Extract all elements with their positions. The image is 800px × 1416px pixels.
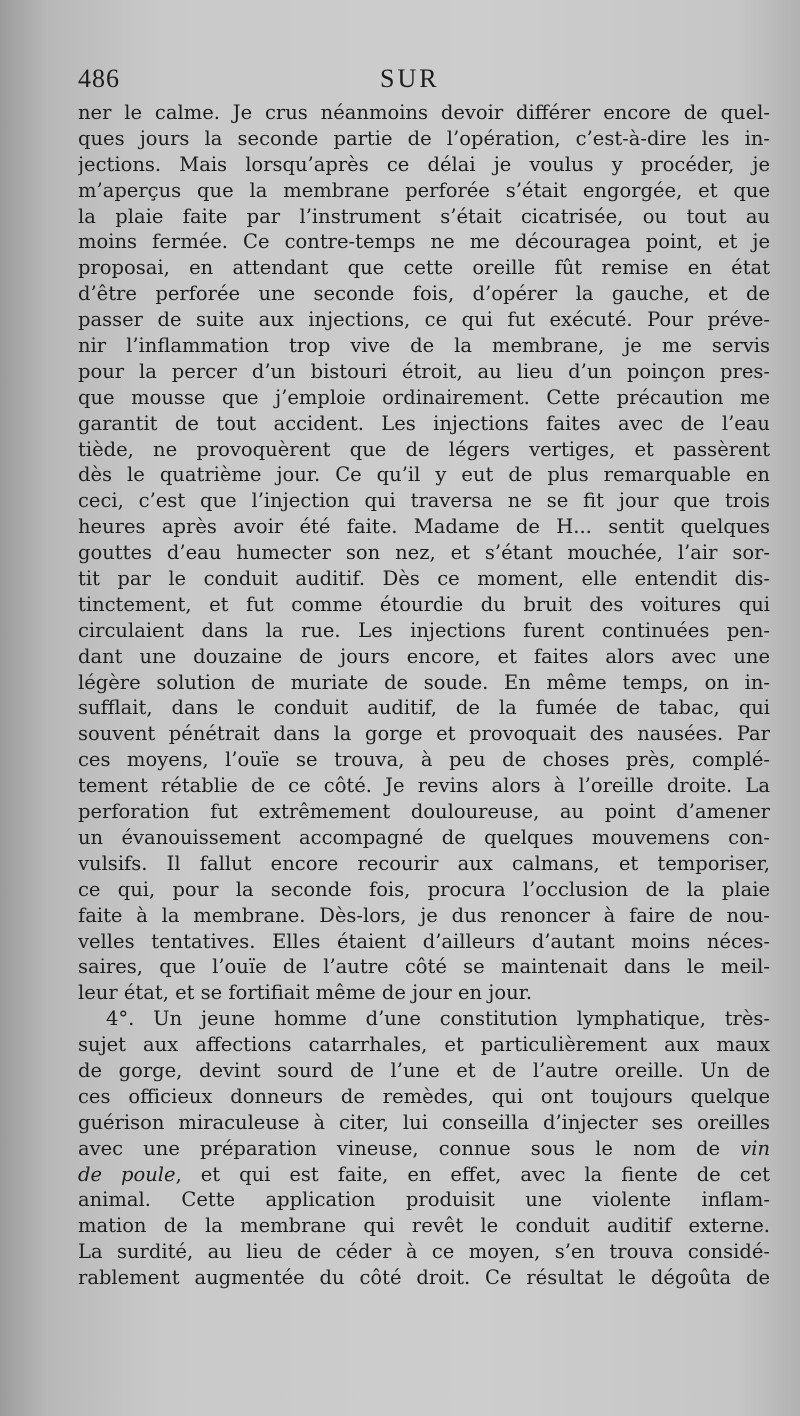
text-segment: de gorge, devint sourd de l’une et de l’autre oreille. Un de [78,1058,770,1082]
text-segment: légère solution de muriate de soude. En même temps, on in- [78,670,770,694]
text-line [78,488,770,514]
text-segment: animal. Cette application produisit une violente inflam- [78,1188,770,1212]
text-line [78,592,770,618]
running-head: SUR [380,64,440,93]
text-line [78,462,770,488]
text-segment: ce qui, pour la seconde fois, procura l’occlusion de la plaie [78,877,770,901]
text-line [78,1162,770,1188]
text-line [78,566,770,592]
text-line [78,178,770,204]
text-line [78,100,770,126]
text-segment: heures après avoir été faite. Madame de H... sentit quelques [78,515,770,539]
text-line [78,359,770,385]
text-segment: sujet aux affections catarrhales, et particulièrement aux maux [78,1033,770,1057]
text-segment: nir l’inflammation trop vive de la membrane, je me servis [78,334,770,358]
text-segment: vulsifs. Il fallut encore recourir aux calmans, et temporiser, [78,851,770,875]
text-line [78,1058,770,1084]
text-segment: rablement augmentée du côté droit. Ce résultat le dégoûta de [78,1266,770,1290]
text-segment: avec une préparation vineuse, connue sous le nom de [78,1136,741,1160]
text-segment: gouttes d’eau humecter son nez, et s’étant mouchée, l’air sor- [78,541,770,565]
text-line [78,204,770,230]
text-line [78,152,770,178]
text-segment: un évanouissement accompagné de quelques mouvemens con- [78,825,770,849]
text-segment: pour la percer d’un bistouri étroit, au lieu d’un poinçon pres- [78,359,770,383]
text-segment: tit par le conduit auditif. Dès ce moment, elle entendit dis- [78,567,770,591]
text-segment: dès le quatrième jour. Ce qu’il y eut de plus remarquable en [78,463,770,487]
text-line [78,255,770,281]
text-segment: la plaie faite par l’instrument s’était cicatrisée, ou tout au [78,204,770,228]
text-line [78,618,770,644]
text-line [78,954,770,980]
text-line [78,851,770,877]
text-line [78,980,770,1006]
text-segment: perforation fut extrêmement douloureuse, au point d’amener [78,800,770,824]
text-segment: sufflait, dans le conduit auditif, de la fumée de tabac, qui [78,696,770,720]
text-line [78,825,770,851]
text-line [78,773,770,799]
text-line [78,1239,770,1265]
text-segment: , et qui est faite, en effet, avec la fiente de cet [175,1162,770,1186]
body-text [78,100,770,1291]
text-line [78,1032,770,1058]
text-segment: ces officieux donneurs de remèdes, qui ont toujours quelque [78,1084,770,1108]
text-segment: saires, que l’ouïe de l’autre côté se maintenait dans le meil- [78,955,770,979]
text-line [78,695,770,721]
text-segment: souvent pénétrait dans la gorge et provoquait des nausées. Par [78,722,770,746]
text-segment: jections. Mais lorsqu’après ce délai je voulus y procéder, je [78,152,770,176]
text-segment: passer de suite aux injections, ce qui fut exécuté. Pour préve- [78,308,770,332]
text-line [78,929,770,955]
text-segment: circulaient dans la rue. Les injections furent continuées pen- [78,618,770,642]
text-segment: ceci, c’est que l’injection qui traversa ne se fit jour que trois [78,489,770,513]
text-line [78,307,770,333]
text-line [78,281,770,307]
text-line [78,670,770,696]
text-segment: que mousse que j’emploie ordinairement. Cette précaution me [78,385,770,409]
text-line [78,877,770,903]
text-line [78,1265,770,1291]
text-segment: m’aperçus que la membrane perforée s’était engorgée, et que [78,178,770,202]
text-segment: tement rétablie de ce côté. Je revins alors à l’oreille droite. La [78,774,770,798]
text-segment: proposai, en attendant que cette oreille fût remise en état [78,256,770,280]
text-line [78,411,770,437]
text-line [78,1110,770,1136]
text-segment: 4°. Un jeune homme d’une constitution lymphatique, très- [106,1007,770,1031]
text-line [78,644,770,670]
text-line [78,229,770,255]
italic-text-segment: de poule [78,1162,176,1186]
text-line [78,126,770,152]
text-segment: ques jours la seconde partie de l’opération, c’est-à-dire les in- [78,126,770,150]
text-line [78,1006,770,1032]
text-segment: ner le calme. Je crus néanmoins devoir différer encore de quel- [78,101,770,124]
text-segment: tiède, ne provoquèrent que de légers vertiges, et passèrent [78,437,770,461]
text-line [78,903,770,929]
text-line [78,540,770,566]
text-segment: moins fermée. Ce contre-temps ne me découragea point, et je [78,230,770,254]
text-segment: leur état, et se fortifiait même de jour en jour. [78,981,533,1005]
text-segment: mation de la membrane qui revêt le conduit auditif externe. [78,1214,770,1238]
text-line [78,385,770,411]
page-number: 486 [78,64,120,93]
text-segment: d’être perforée une seconde fois, d’opérer la gauche, et de [78,282,770,306]
text-line [78,747,770,773]
text-line [78,437,770,463]
text-segment: La surdité, au lieu de céder à ce moyen, s’en trouva considé- [78,1240,770,1264]
text-line [78,799,770,825]
text-segment: velles tentatives. Elles étaient d’ailleurs d’autant moins néces- [78,929,770,953]
text-segment: dant une douzaine de jours encore, et faites alors avec une [78,644,770,668]
text-segment: guérison miraculeuse à citer, lui conseilla d’injecter ses oreilles [78,1110,770,1134]
text-line [78,514,770,540]
text-line [78,1136,770,1162]
text-segment: faite à la membrane. Dès-lors, je dus renoncer à faire de nou- [78,903,770,927]
page-header [78,64,768,100]
text-segment: tinctement, et fut comme étourdie du bruit des voitures qui [78,592,770,616]
text-line [78,1187,770,1213]
italic-text-segment: vin [740,1136,770,1160]
text-segment: ces moyens, l’ouïe se trouva, à peu de choses près, complé- [78,748,770,772]
text-line [78,1084,770,1110]
text-line [78,1213,770,1239]
text-segment: garantit de tout accident. Les injections faites avec de l’eau [78,411,770,435]
text-line [78,333,770,359]
text-line [78,721,770,747]
